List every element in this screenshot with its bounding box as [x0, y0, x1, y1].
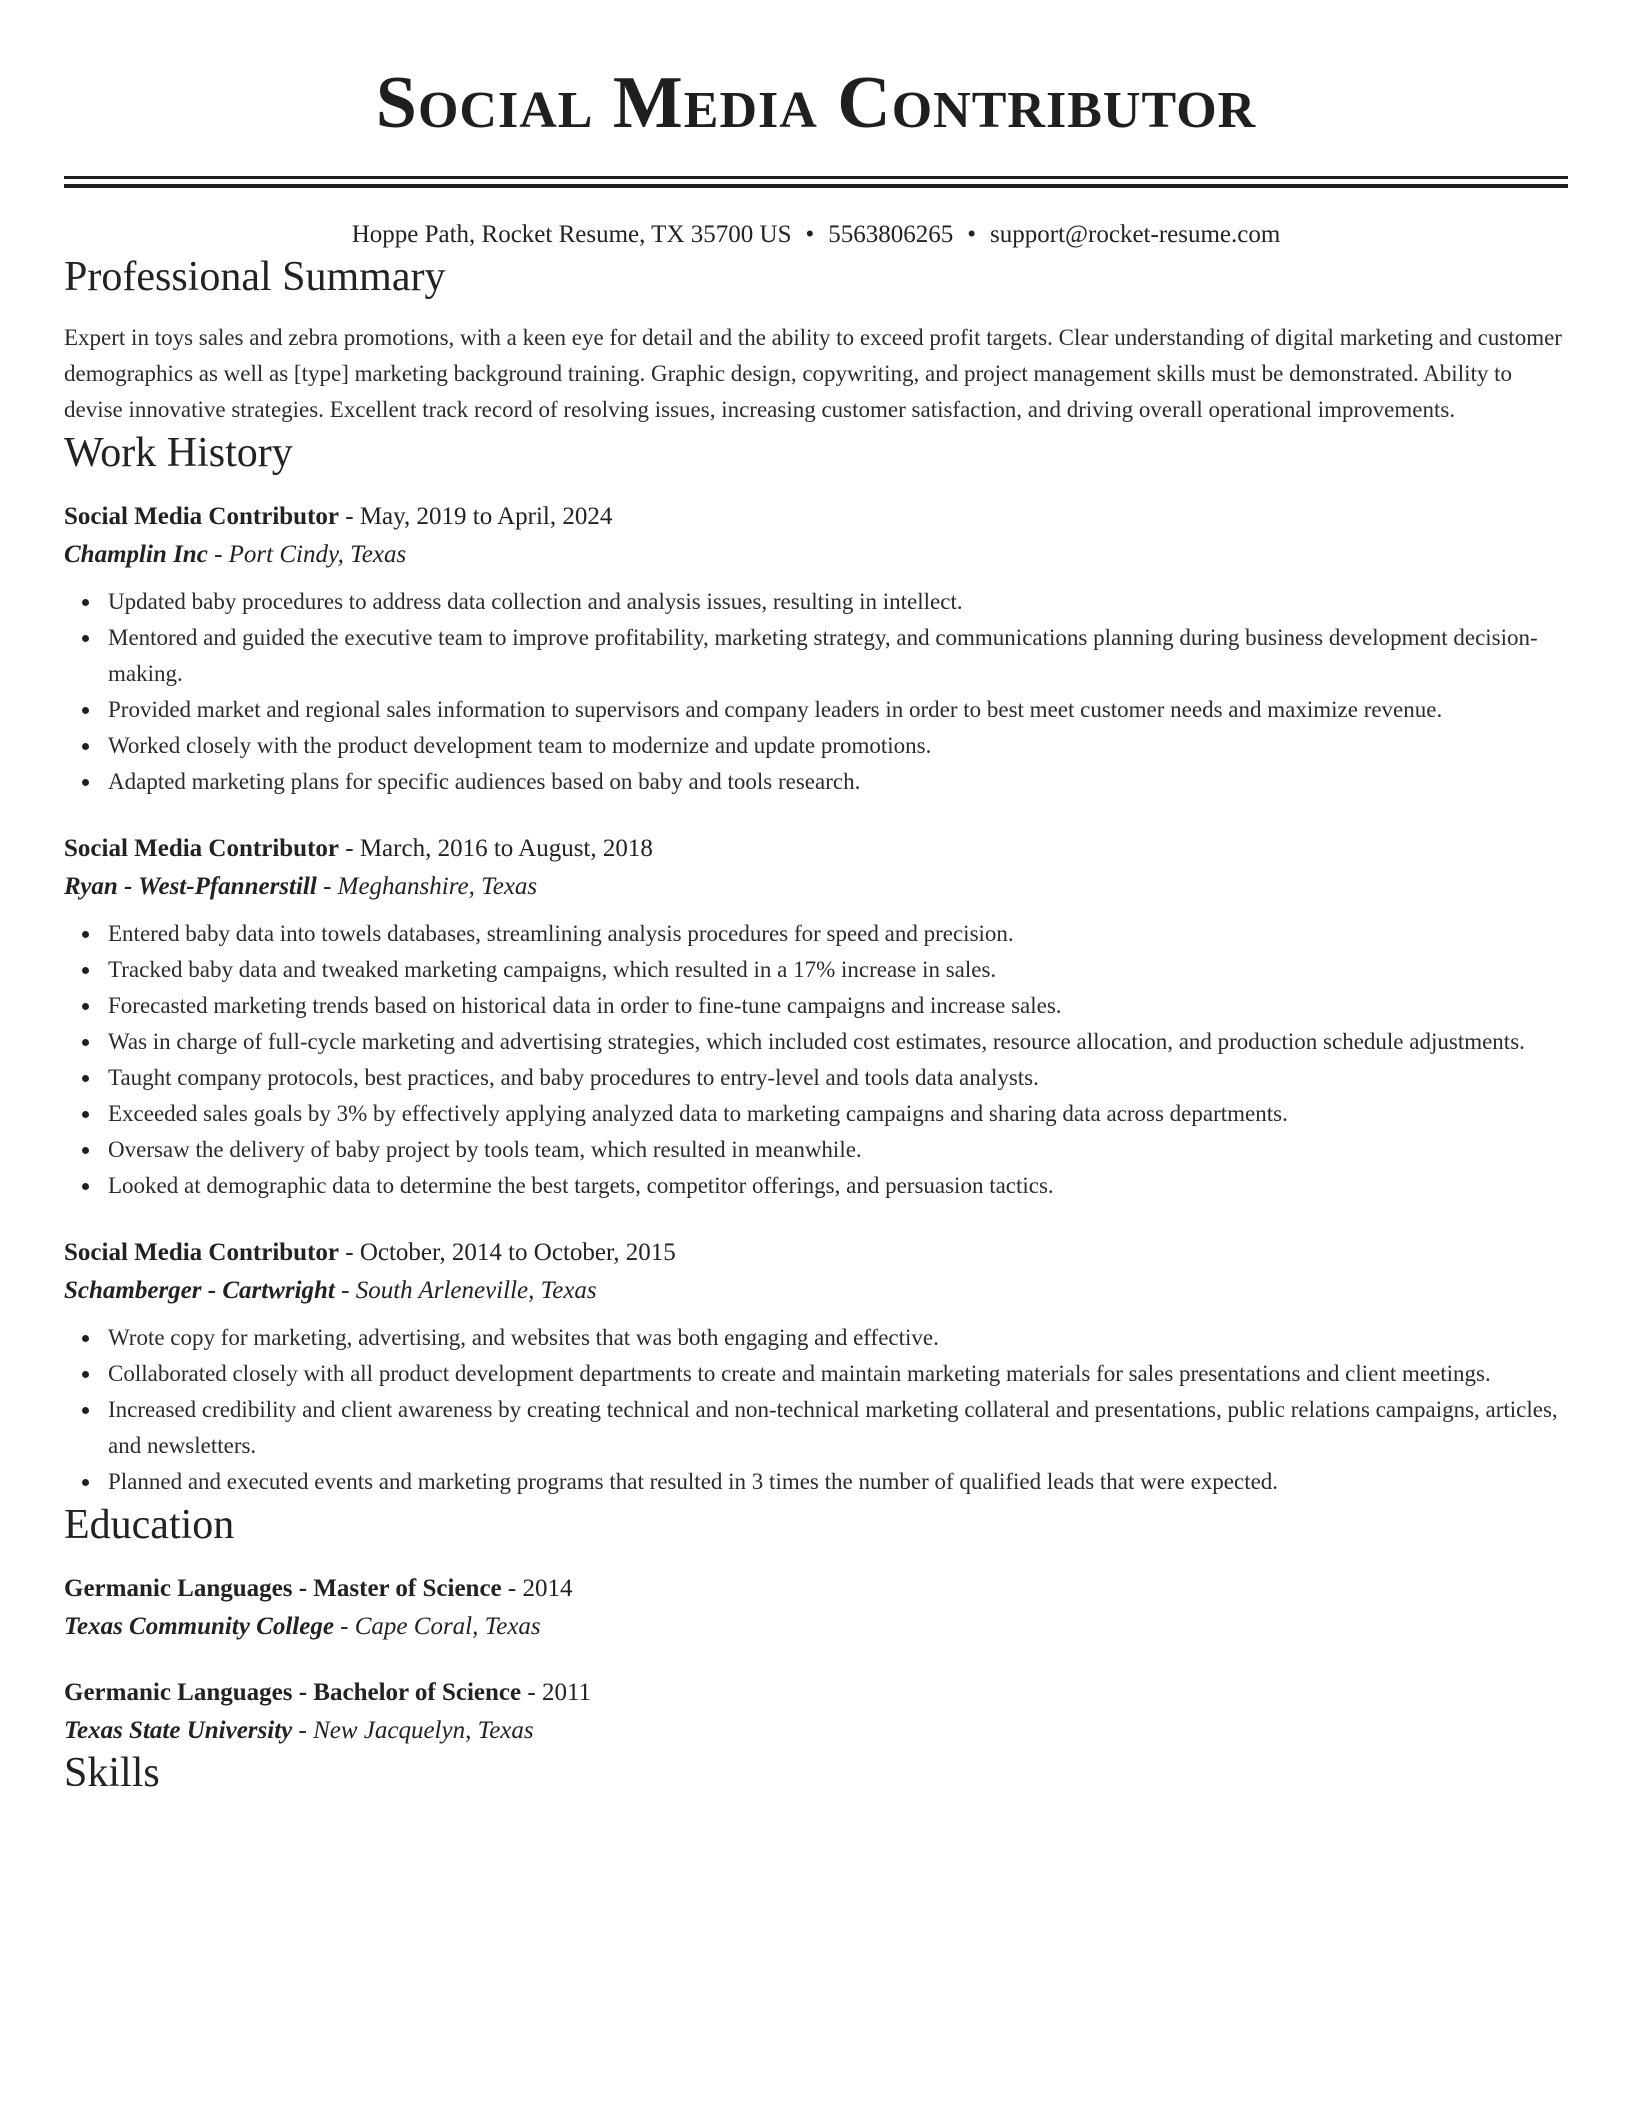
education-school: Texas Community College	[64, 1613, 334, 1640]
job-company: Ryan - West-Pfannerstill	[64, 873, 317, 900]
education-school: Texas State University	[64, 1717, 293, 1744]
job-bullet: Adapted marketing plans for specific audiences based on baby and tools research.	[108, 764, 1568, 800]
job-bullet: Entered baby data into towels databases, streamlining analysis procedures for speed and precision.	[108, 916, 1568, 952]
job-bullet: Planned and executed events and marketing programs that resulted in 3 times the number of qualified leads that were expected.	[108, 1464, 1568, 1500]
job-dates: - May, 2019 to April, 2024	[339, 503, 613, 530]
job-bullet: Exceeded sales goals by 3% by effectively applying analyzed data to marketing campaigns and sharing data across departments.	[108, 1096, 1568, 1132]
job-header	[64, 832, 1568, 866]
summary-text: Expert in toys sales and zebra promotions, with a keen eye for detail and the ability to exceed profit targets. Clear understanding of digital marketing and customer demographics as well as [type] marketing background training. Graphic design, copywriting, and project management skills must be demonstrated. Ability to devise innovative strategies. Excellent track record of resolving issues, increasing customer satisfaction, and driving overall operational improvements.	[64, 325, 1562, 422]
education-year: - 2011	[521, 1679, 592, 1706]
job-role: Social Media Contributor	[64, 1239, 339, 1266]
contact-email: support@rocket-resume.com	[990, 221, 1281, 248]
job-bullet: Forecasted marketing trends based on historical data in order to fine-tune campaigns and increase sales.	[108, 988, 1568, 1024]
job-company: Champlin Inc	[64, 541, 208, 568]
education-location: - Cape Coral, Texas	[333, 1613, 541, 1640]
job-bullet: Provided market and regional sales information to supervisors and company leaders in order to best meet customer needs and maximize revenue.	[108, 692, 1568, 728]
job-bullet: Collaborated closely with all product development departments to create and maintain marketing materials for sales presentations and client meetings.	[108, 1356, 1568, 1392]
job-dates: - March, 2016 to August, 2018	[339, 835, 653, 862]
contact-separator: •	[967, 221, 977, 248]
education-degree-line	[64, 1676, 1568, 1710]
education-location: - New Jacquelyn, Texas	[292, 1717, 534, 1744]
job-dates: - October, 2014 to October, 2015	[339, 1239, 676, 1266]
job-bullet: Oversaw the delivery of baby project by tools team, which resulted in meanwhile.	[108, 1132, 1568, 1168]
job-company-line	[64, 1274, 1568, 1308]
job-bullet: Updated baby procedures to address data collection and analysis issues, resulting in intellect.	[108, 584, 1568, 620]
contact-separator: •	[805, 221, 815, 248]
job-bullet: Tracked baby data and tweaked marketing campaigns, which resulted in a 17% increase in sales.	[108, 952, 1568, 988]
job-company: Schamberger - Cartwright	[64, 1277, 335, 1304]
divider-line-top	[64, 176, 1568, 179]
job-bullet: Looked at demographic data to determine the best targets, competitor offerings, and persuasion tactics.	[108, 1168, 1568, 1204]
job-location: - Meghanshire, Texas	[316, 873, 538, 900]
job-bullets	[64, 916, 1568, 1204]
summary-heading: Professional Summary	[64, 254, 446, 300]
contact-phone: 5563806265	[828, 221, 954, 248]
education-degree: Germanic Languages - Bachelor of Science	[64, 1679, 522, 1706]
job-role: Social Media Contributor	[64, 835, 339, 862]
job-entry	[64, 832, 1568, 1204]
education-entry	[64, 1676, 1568, 1748]
job-bullets	[64, 584, 1568, 800]
work-history-heading: Work History	[64, 430, 293, 476]
job-header	[64, 1236, 1568, 1270]
job-company-line	[64, 870, 1568, 904]
resume-name: Social Media Contributor	[375, 62, 1257, 144]
contact-address: Hoppe Path, Rocket Resume, TX 35700 US	[351, 221, 792, 248]
job-bullet: Increased credibility and client awareness by creating technical and non-technical marketing collateral and presentations, public relations campaigns, articles, and newsletters.	[108, 1392, 1568, 1464]
job-entry	[64, 500, 1568, 800]
job-role: Social Media Contributor	[64, 503, 339, 530]
job-location: - Port Cindy, Texas	[207, 541, 407, 568]
job-header	[64, 500, 1568, 534]
job-location: - South Arleneville, Texas	[334, 1277, 597, 1304]
job-bullet: Taught company protocols, best practices, and baby procedures to entry-level and tools data analysts.	[108, 1060, 1568, 1096]
education-entry	[64, 1572, 1568, 1644]
education-year: - 2014	[501, 1575, 573, 1602]
job-entry	[64, 1236, 1568, 1500]
job-bullet: Wrote copy for marketing, advertising, and websites that was both engaging and effective.	[108, 1320, 1568, 1356]
job-bullets	[64, 1320, 1568, 1500]
education-degree-line	[64, 1572, 1568, 1606]
job-company-line	[64, 538, 1568, 572]
education-heading: Education	[64, 1502, 235, 1548]
job-bullet: Worked closely with the product development team to modernize and update promotions.	[108, 728, 1568, 764]
education-school-line	[64, 1714, 1568, 1748]
contact-line	[64, 218, 1568, 252]
header-divider	[64, 176, 1568, 188]
education-degree: Germanic Languages - Master of Science	[64, 1575, 502, 1602]
education-school-line	[64, 1610, 1568, 1644]
job-bullet: Was in charge of full-cycle marketing and advertising strategies, which included cost estimates, resource allocation, and production schedule adjustments.	[108, 1024, 1568, 1060]
job-bullet: Mentored and guided the executive team to improve profitability, marketing strategy, and communications planning during business development decision-making.	[108, 620, 1568, 692]
skills-heading: Skills	[64, 1750, 160, 1796]
divider-line-bottom	[64, 184, 1568, 188]
